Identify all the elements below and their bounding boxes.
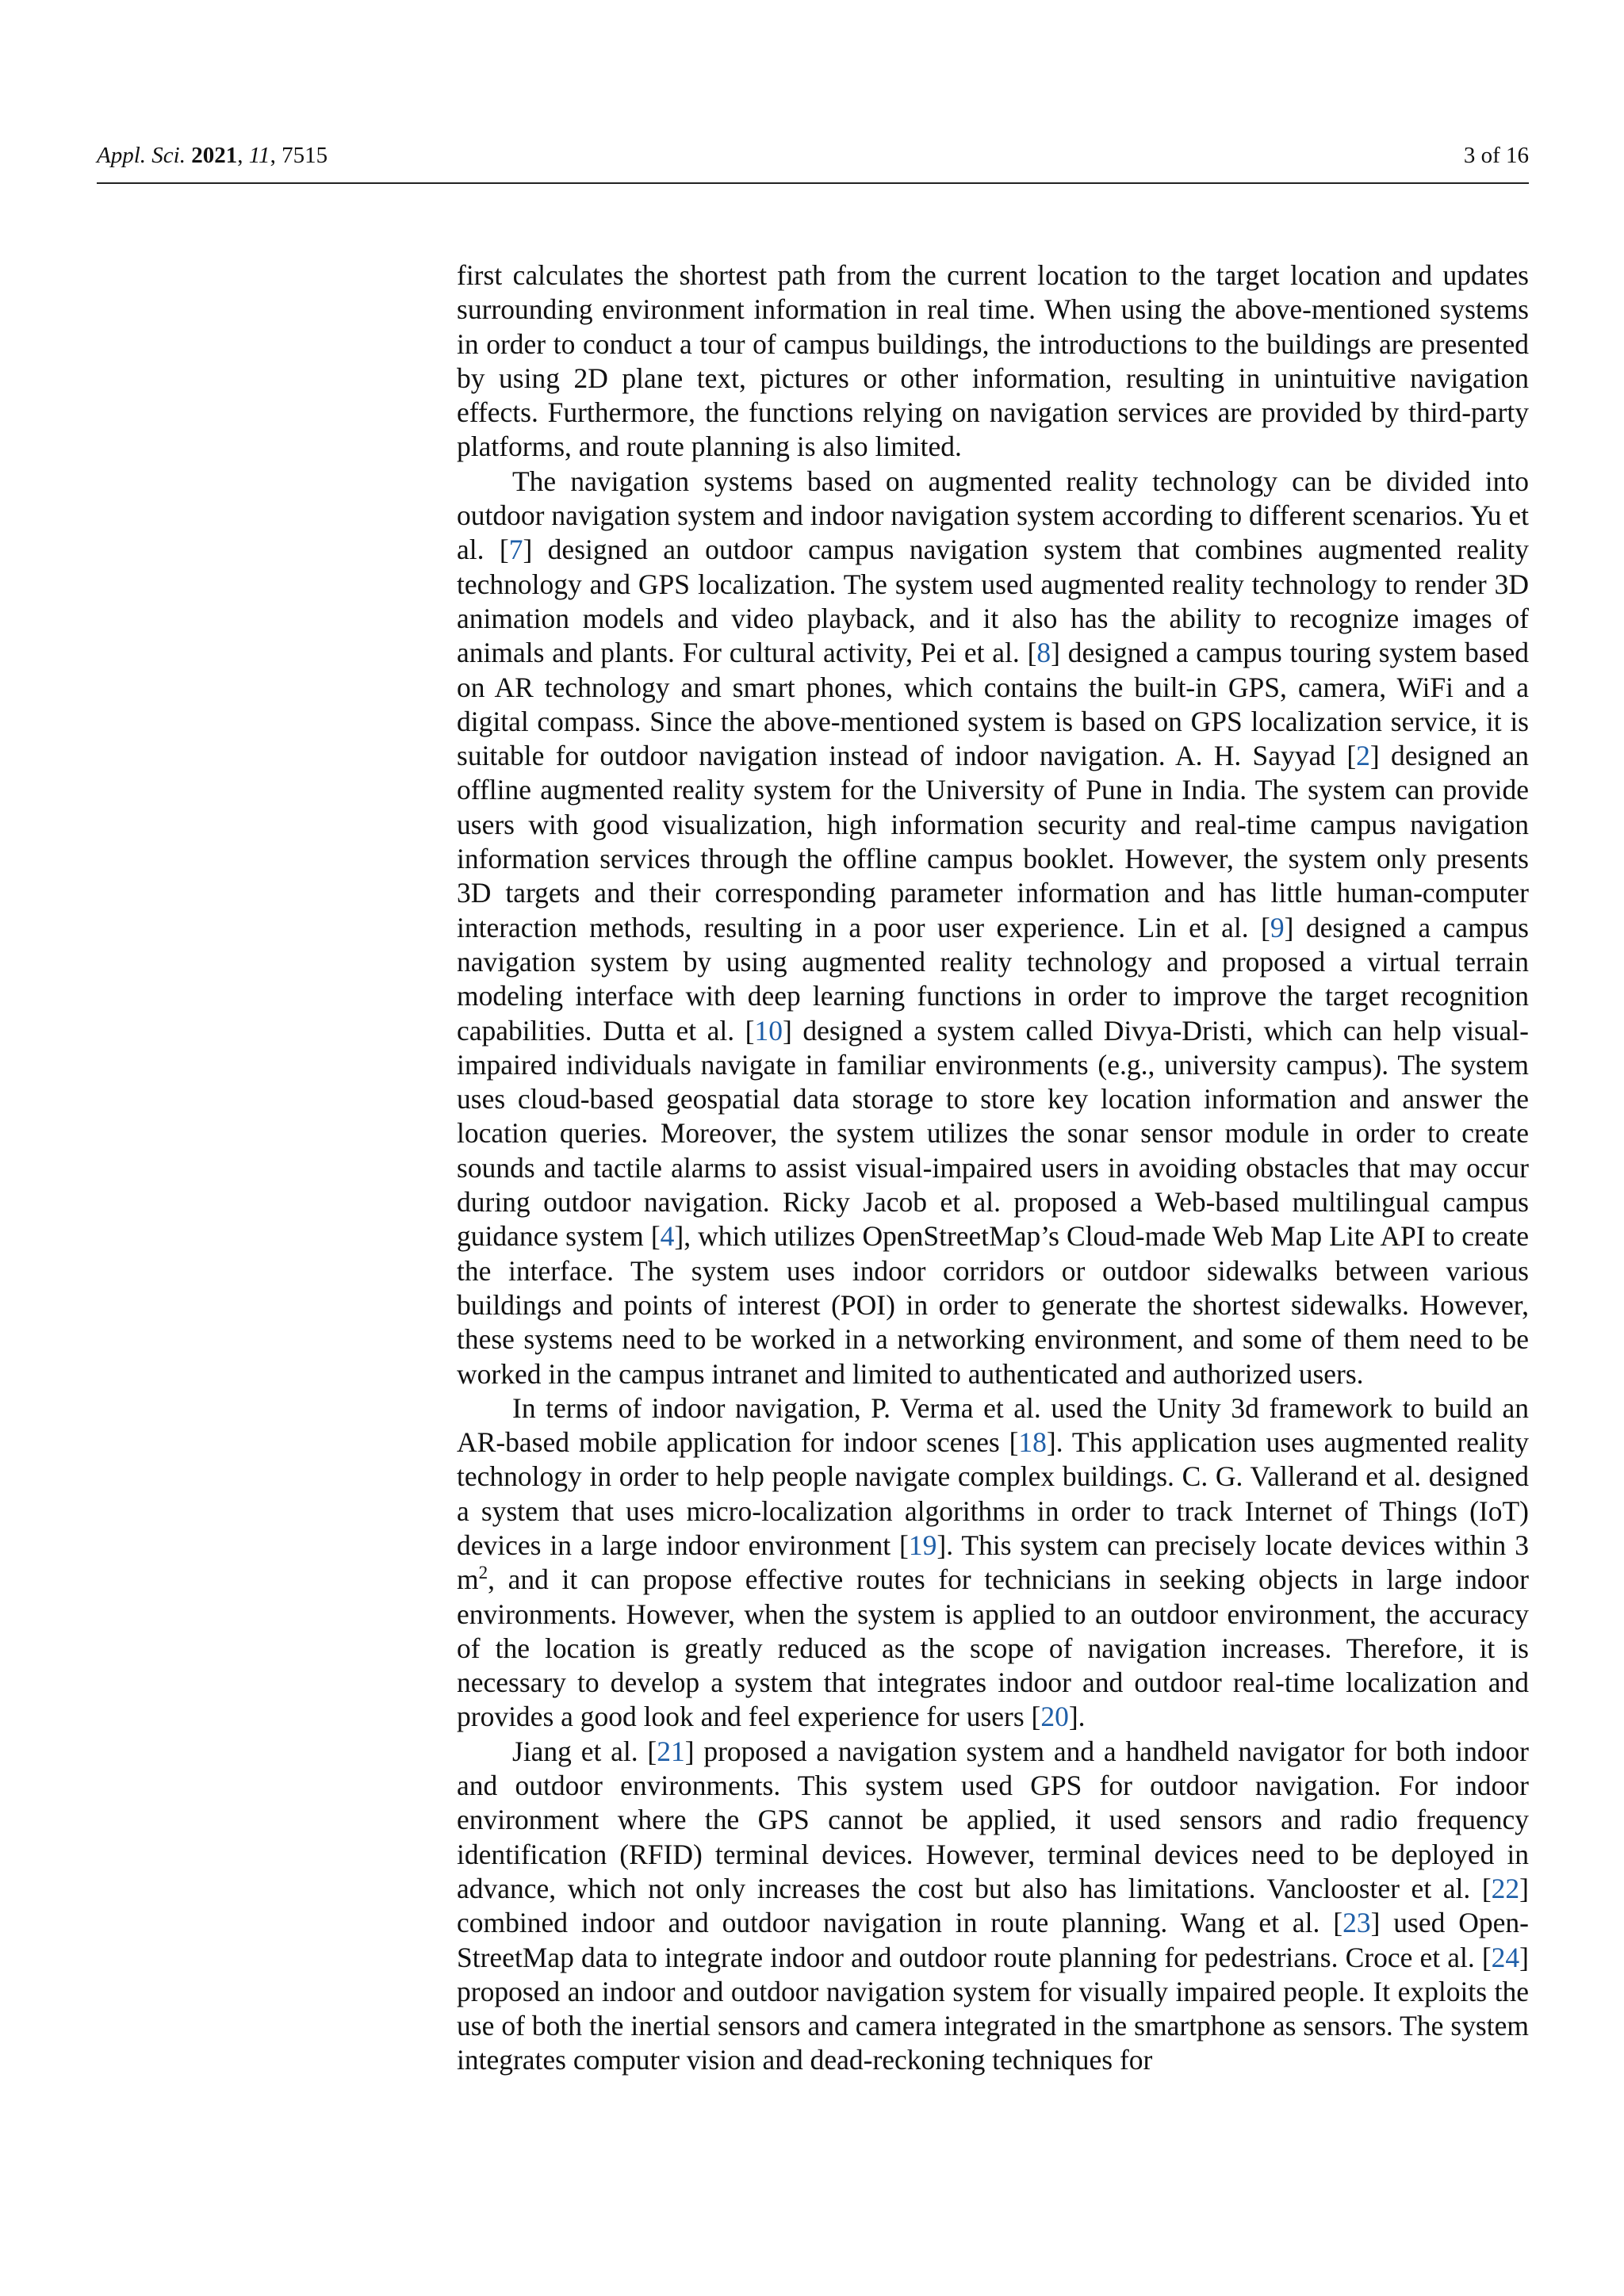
citation-link[interactable]: 10 [754,1014,783,1047]
citation-link[interactable]: 23 [1342,1907,1371,1939]
journal-year: 2021 [191,143,238,168]
text-run: ] used Open-StreetMap data to integrate indoor and outdoor route planning for pedestrians. Croce et al. [ [457,1907,1529,1973]
running-header [97,136,1529,184]
journal-name: Appl. Sci. [97,143,186,168]
citation-link[interactable]: 19 [908,1529,937,1561]
page-number: 3 of 16 [1463,143,1529,168]
paragraph [457,258,1529,465]
citation-link[interactable]: 7 [508,534,523,566]
text-run: ]. [1068,1701,1086,1733]
paragraph [457,465,1529,1391]
article-body [457,258,1529,2078]
text-run: ] designed a campus navigation system by using augmented reality technology and proposed a virtual terrain modeling interface with deep learning functions in order to improve the target recognition capabilities. Dutta et al. [ [457,911,1529,1047]
citation-link[interactable]: 21 [657,1735,685,1767]
citation-link[interactable]: 20 [1040,1701,1069,1733]
text-run: ] designed an offline augmented reality system for the University of Pune in India. The system can provide users with good visualization, high information security and real-time campus navigation information services through the offline campus booklet. However, the system only presents 3D targets and their corresponding parameter information and has little human-computer interaction methods, resulting in a poor user experience. Lin et al. [ [457,740,1529,943]
text-run: ] designed a system called Divya-Dristi, which can help visual-impaired individuals navigate in familiar environments (e.g., university campus). The system uses cloud-based geospatial data storage to store key location information and answer the location queries. Moreover, the system utilizes the sonar sensor module in order to create sounds and tactile alarms to assist visual-impaired users in avoiding obstacles that may occur during outdoor navigation. Ricky Jacob et al. proposed a Web-based multilingual campus guidance system [ [457,1014,1529,1253]
journal-volume: 11 [248,143,270,168]
text-run: ] designed a campus touring system based on AR technology and smart phones, which contains the built-in GPS, camera, WiFi and a digital compass. Since the above-mentioned system is based on GPS localization service, it is suitable for outdoor navigation instead of indoor navigation. A. H. Sayyad [ [457,637,1530,772]
text-run: Jiang et al. [ [512,1735,657,1767]
citation-link[interactable]: 24 [1491,1941,1520,1973]
text-run: , and it can propose effective routes for technicians in seeking objects in large indoor environments. However, when the system is applied to an outdoor environment, the accuracy of the location is greatly reduced as the scope of navigation increases. Therefore, it is necessary to develop a system that integrates indoor and outdoor real-time localization and provides a good look and feel experience for users [ [457,1563,1529,1733]
superscript: 2 [478,1562,488,1583]
text-run: ] combined indoor and outdoor navigation in route planning. Wang et al. [ [457,1872,1529,1939]
journal-citation: Appl. Sci. 2021, 11, 7515 [97,143,328,168]
text-run: ] proposed a navigation system and a handheld navigator for both indoor and outdoor environments. This system used GPS for outdoor navigation. For indoor environment where the GPS cannot be applied, it used sensors and radio frequency identification (RFID) terminal devices. However, terminal devices need to be deployed in advance, which not only increases the cost but also has limitations. Vanclooster et al. [ [457,1735,1529,1904]
text-run: In terms of indoor navigation, P. Verma et al. used the Unity 3d framework to build an AR-based mobile application for indoor scenes [ [457,1391,1529,1459]
text-run: ], which utilizes OpenStreetMap’s Cloud-made Web Map Lite API to create the interface. The system uses indoor corridors or outdoor sidewalks between various buildings and points of interest (POI) in order to generate the shortest sidewalks. However, these systems need to be worked in a networking environment, and some of them need to be worked in the campus intranet and limited to authenticated and authorized users. [457,1220,1529,1390]
citation-link[interactable]: 4 [660,1220,675,1253]
citation-link[interactable]: 22 [1491,1872,1520,1904]
citation-link[interactable]: 18 [1018,1426,1047,1459]
text-run: The navigation systems based on augmented reality technology can be divided into outdoor navigation system and indoor navigation system according to different scenarios. Yu et al. [ [457,465,1529,566]
paragraph [457,1735,1529,2078]
citation-link[interactable]: 8 [1036,637,1051,669]
text-run: first calculates the shortest path from the current location to the target location and updates surrounding environment information in real time. When using the above-mentioned systems in order to conduct a tour of campus buildings, the introductions to the buildings are presented by using 2D plane text, pictures or other information, resulting in unintuitive navigation effects. Furthermore, the functions relying on navigation services are provided by third-party platforms, and route planning is also limited. [457,259,1529,463]
citation-link[interactable]: 9 [1270,911,1285,943]
citation-link[interactable]: 2 [1356,740,1370,772]
paragraph [457,1391,1529,1735]
text-run: ]. This system can precisely locate devices within 3 m [457,1529,1529,1596]
text-run: ] designed an outdoor campus navigation system that combines augmented reality technology and GPS localization. The system used augmented reality technology to render 3D animation models and video playback, and it also has the ability to recognize images of animals and plants. For cultural activity, Pei et al. [ [457,534,1529,669]
article-number: 7515 [282,143,328,168]
text-run: ] proposed an indoor and outdoor navigation system for visually impaired people. It exploits the use of both the inertial sensors and camera integrated in the smartphone as sensors. The system integrates computer vision and dead-reckoning techniques for [457,1941,1529,2076]
text-run: ]. This application uses augmented reality technology in order to help people navigate complex buildings. C. G. Vallerand et al. designed a system that uses micro-localization algorithms in order to track Internet of Things (IoT) devices in a large indoor environment [ [457,1426,1529,1561]
